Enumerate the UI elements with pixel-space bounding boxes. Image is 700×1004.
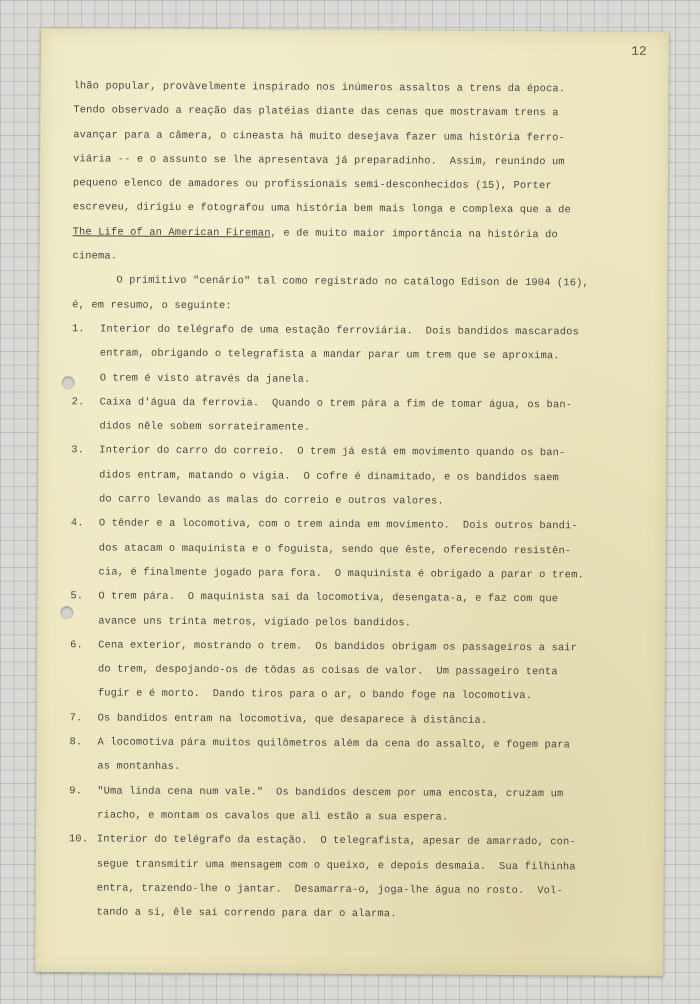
text-line: dos atacam o maquinista e o foguista, sendo que êste, oferecendo resistên- <box>98 542 572 557</box>
text-line: Interior do telégrafo de uma estação ferroviária. Dois bandidos mascarados <box>100 323 579 339</box>
list-item <box>68 827 649 928</box>
page-number: 12 <box>631 43 647 59</box>
item-number: 7. <box>69 711 83 725</box>
text-line: pequeno elenco de amadores ou profissionais semi-desconhecidos (15), Porter <box>72 177 552 193</box>
paragraph-2 <box>72 269 652 321</box>
text-line <box>73 220 653 248</box>
item-number: 4. <box>70 517 84 530</box>
list-item <box>70 512 650 588</box>
text-line: A locomotiva pára muitos quilômetros além da cena do assalto, e fogem para <box>97 736 571 752</box>
text-line: do carro levando as malas do correio e outros valores. <box>98 493 444 508</box>
text-line: viária -- e o assunto se lhe apresentava já preparadinho. Assim, reunindo um <box>73 153 565 169</box>
text-line: cinema. <box>72 250 118 263</box>
list-item <box>69 730 649 782</box>
item-number: 10. <box>68 833 89 846</box>
text-line: tando a si, êle sai correndo para dar o alarma. <box>96 906 397 921</box>
item-number: 1. <box>72 323 85 336</box>
text-line: Cena exterior, mostrando o trem. Os bandidos obrigam os passageiros a sair <box>98 639 578 655</box>
text-line: Interior do carro do correio. O trem já está em movimento quando os ban- <box>99 444 566 460</box>
text-line: avançar para a câmera, o cineasta há muito desejava fazer uma história ferro- <box>73 128 565 144</box>
item-number: 3. <box>71 444 85 457</box>
text-line: Interior do telégrafo da estação. O telegrafista, apesar de amarrado, con- <box>96 833 576 849</box>
paragraph-1 <box>72 74 653 272</box>
text-line: "Uma linda cena num vale." Os bandidos descem por uma encosta, cruzam um <box>97 785 564 800</box>
film-title: The Life of an American Fireman <box>72 226 271 240</box>
text-line: avance uns trinta metros, vigiado pelos bandidos. <box>98 614 412 629</box>
text-line: é, em resumo, o seguinte: <box>72 298 232 312</box>
text-line: Os bandidos entram na locomotiva, que desaparece à distância. <box>97 712 488 727</box>
text-line: Tendo observado a reação das platéias diante das cenas que mostravam trens a <box>73 104 559 120</box>
text-line: entra, trazendo-lhe o jantar. Desamarra-o, joga-lhe água no rosto. Vol- <box>96 882 563 898</box>
text-line: O trem é visto através da janela. <box>99 372 311 386</box>
list-item <box>71 439 651 515</box>
list-item <box>71 390 651 442</box>
text-line: do trem, despojando-os de tôdas as coisas de valor. Um passageiro tenta <box>97 663 558 679</box>
item-number: 9. <box>69 784 83 797</box>
text-line: O trem pára. O maquinista sai da locomotiva, desengata-a, e faz com que <box>98 590 559 606</box>
body-text <box>68 74 653 928</box>
item-number: 5. <box>70 590 84 603</box>
text-line: as montanhas. <box>97 760 181 774</box>
text-line: O tênder e a locomotiva, com o trem ainda em movimento. Dois outros bandi- <box>98 517 578 533</box>
text-line: escreveu, dirigiu e fotografou uma história bem mais longa e complexa que a de <box>72 201 571 217</box>
text-line: Caixa d'água da ferrovia. Quando o trem pára a fim de tomar água, os ban- <box>99 396 573 412</box>
text-line: riacho, e montam os cavalos que ali estão a sua espera. <box>97 809 449 824</box>
list-item <box>69 779 649 831</box>
item-number: 8. <box>69 736 83 749</box>
list-item <box>70 633 650 709</box>
text-line: segue transmitir uma mensagem com o queixo, e depois desmaia. Sua filhinha <box>96 857 576 873</box>
item-number: 6. <box>70 639 83 652</box>
numbered-list <box>68 317 652 928</box>
item-number: 2. <box>71 396 85 409</box>
list-item <box>72 317 652 393</box>
text-line: entram, obrigando o telegrafista a mandar parar um trem que se aproxima. <box>99 347 560 363</box>
text-line: cia, é finalmente jogado para fora. O maquinista é obrigado a parar o trem. <box>98 566 584 582</box>
typewritten-page <box>35 28 669 976</box>
text-line: didos nêle sobem sorrateiramente. <box>99 420 311 434</box>
text-line: lhão popular, provàvelmente inspirado nos inúmeros assaltos a trens da época. <box>73 80 566 96</box>
text-fragment: , e de muito maior importância na história do <box>270 227 558 242</box>
list-item <box>70 585 650 637</box>
text-line: didos entram, matando o vigia. O cofre é dinamitado, e os bandidos saem <box>99 469 559 485</box>
text-line: fugir e é morto. Dando tiros para o ar, o bando foge na locomotiva. <box>97 687 533 703</box>
text-line: O primitivo "cenário" tal como registrado no catálogo Edison de 1904 (16), <box>116 274 589 290</box>
list-item <box>70 706 650 734</box>
